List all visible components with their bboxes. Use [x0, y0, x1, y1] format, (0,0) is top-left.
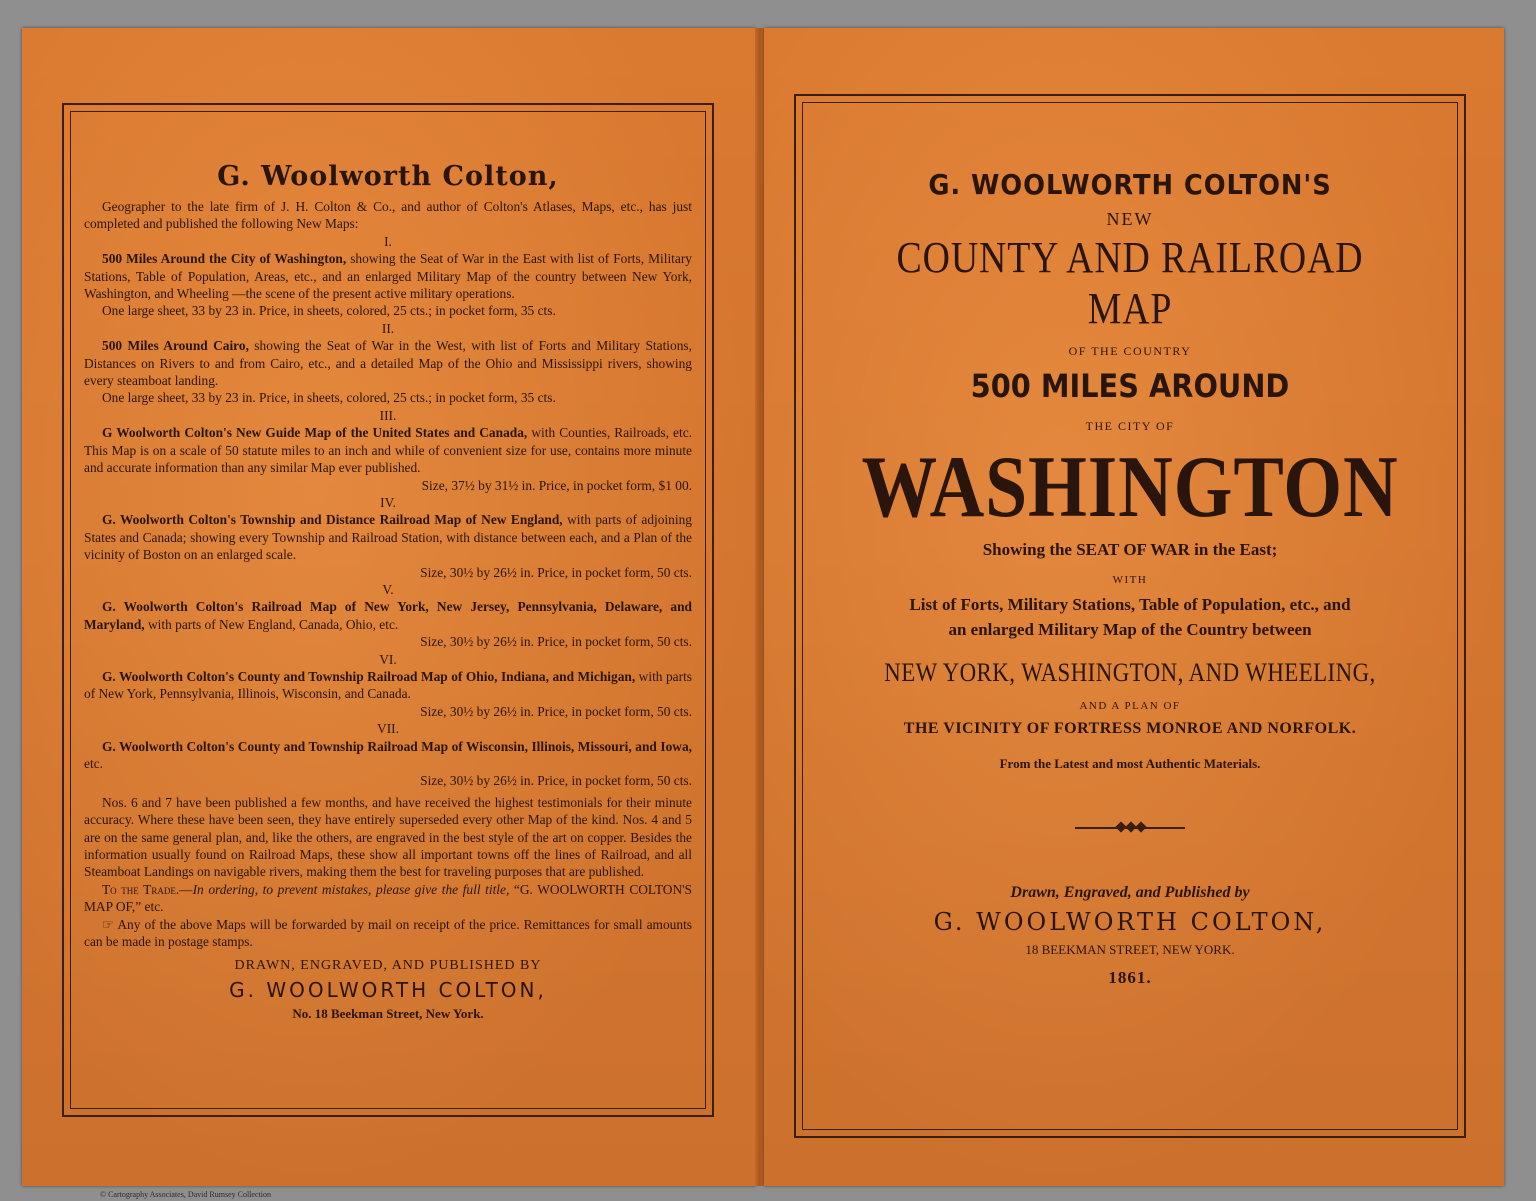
subtitle-plan-of: AND A PLAN OF	[1079, 700, 1181, 712]
map-entry-title: 500 Miles Around the City of Washington,	[102, 251, 347, 267]
map-entry-text: with parts of adjoining States and Canada; showing every Township and Railroad Station, with distance between each, and a Plan of the vicinity of Boston on an enlarged scale.	[84, 512, 692, 563]
map-entry-text: etc.	[84, 756, 103, 771]
title-author: G. WOOLWORTH COLTON'S	[928, 168, 1332, 201]
map-entry	[84, 511, 692, 563]
map-entry	[84, 668, 692, 703]
trade-note	[84, 881, 692, 916]
title-washington: WASHINGTON	[861, 439, 1399, 536]
title-new: NEW	[1106, 209, 1154, 229]
map-price: Size, 37½ by 31½ in. Price, in pocket form, $1 00.	[421, 477, 692, 493]
ornament-divider-icon	[1075, 822, 1185, 834]
map-price: One large sheet, 33 by 23 in. Price, in sheets, colored, 25 cts.; in pocket form, 35 cts.	[102, 390, 556, 406]
publisher-heading: G. Woolworth Colton,	[217, 161, 559, 192]
map-price: Size, 30½ by 26½ in. Price, in pocket form, 50 cts.	[420, 773, 692, 789]
catalog-intro: Geographer to the late firm of J. H. Colton & Co., and author of Colton's Atlases, Maps, etc., has just completed and published the following New Maps:	[84, 199, 692, 232]
front-publisher-credit: Drawn, Engraved, and Published by	[1010, 884, 1250, 901]
map-entry-title: 500 Miles Around Cairo,	[102, 338, 249, 354]
subtitle-contents	[808, 592, 1452, 642]
map-entry-text: with parts of New England, Canada, Ohio, etc.	[144, 616, 399, 632]
back-cover	[22, 28, 756, 1186]
publication-year: 1861.	[1108, 968, 1152, 987]
map-price: Size, 30½ by 26½ in. Price, in pocket form, 50 cts.	[420, 703, 692, 719]
front-cover-border	[794, 94, 1466, 1138]
map-number: V.	[382, 581, 394, 597]
subtitle-seat-of-war: Showing the SEAT OF WAR in the East;	[982, 540, 1278, 559]
front-publisher-name: G. WOOLWORTH COLTON,	[933, 908, 1327, 936]
map-entry-text: showing the Seat of War in the West, with list of Forts and Military Stations, Distances on Rivers to and from Cairo, etc., and a detailed Map of the Ohio and Mississippi rivers, showing every steamboat landing.	[84, 338, 692, 389]
trade-text: In ordering, to prevent mistakes, please give the full title,	[192, 881, 510, 897]
title-main: COUNTY AND RAILROAD MAP	[896, 233, 1364, 333]
mail-text: Any of the above Maps will be forwarded by mail on receipt of the price. Remittances for small amounts can be made in postage stamps.	[84, 916, 692, 950]
front-publisher-address: 18 BEEKMAN STREET, NEW YORK.	[1025, 942, 1235, 957]
map-number: II.	[381, 320, 395, 336]
trade-label: To the Trade.—	[102, 881, 193, 897]
map-entry-title: G. Woolworth Colton's Railroad Map of New York, New Jersey, Pennsylvania, Delaware, and Maryland,	[84, 599, 692, 632]
map-entry-title: G Woolworth Colton's New Guide Map of the United States and Canada,	[102, 425, 528, 441]
title-city-of: THE CITY OF	[1085, 419, 1175, 433]
collection-credit: © Cartography Associates, David Rumsey Collection	[100, 1190, 271, 1199]
subtitle-region: NEW YORK, WASHINGTON, AND WHEELING,	[884, 658, 1376, 687]
map-entry-title: G. Woolworth Colton's County and Township Railroad Map of Wisconsin, Illinois, Missouri, and Iowa,	[102, 738, 692, 754]
back-cover-content	[84, 105, 692, 1022]
subtitle-vicinity: THE VICINITY OF FORTRESS MONROE AND NORFOLK.	[903, 720, 1357, 737]
map-entry-text: with parts of New York, Pennsylvania, Illinois, Wisconsin, and Canada.	[84, 668, 693, 702]
map-entry	[84, 738, 692, 773]
map-number: IV.	[380, 494, 396, 510]
map-entry	[84, 250, 692, 302]
front-cover	[764, 28, 1504, 1186]
pointing-hand-icon: ☞	[102, 916, 115, 932]
subtitle-contents-line: an enlarged Military Map of the Country between	[948, 620, 1312, 639]
trade-title: “G. WOOLWORTH COLTON'S MAP OF,” etc.	[84, 881, 693, 915]
map-number: VI.	[379, 651, 397, 667]
back-publisher-address: No. 18 Beekman Street, New York.	[292, 1006, 484, 1022]
map-number: VII.	[377, 721, 399, 737]
map-price: Size, 30½ by 26½ in. Price, in pocket form, 50 cts.	[420, 634, 692, 650]
map-number: III.	[379, 407, 397, 423]
back-publisher-name: G. WOOLWORTH COLTON,	[229, 978, 547, 1003]
map-catalog	[84, 198, 692, 950]
ornament-dot	[1135, 821, 1146, 832]
subtitle-with: WITH	[1112, 574, 1148, 586]
map-price: Size, 30½ by 26½ in. Price, in pocket form, 50 cts.	[420, 564, 692, 580]
subtitle-contents-line: List of Forts, Military Stations, Table of Population, etc., and	[909, 595, 1351, 614]
map-entry-text: with Counties, Railroads, etc. This Map is on a scale of 50 statute miles to an inch and while of convenient size for use, contains more minute and accurate information than any similar Map ever published.	[84, 425, 692, 476]
map-entry-text: showing the Seat of War in the East with list of Forts, Military Stations, Table of Population, Areas, etc., and an enlarged Military Map of the country between New York, Washington, and Wheeling —the scene of the present active military operations.	[84, 251, 692, 302]
back-cover-border	[62, 103, 714, 1117]
map-entry-title: G. Woolworth Colton's County and Township Railroad Map of Ohio, Indiana, and Michigan,	[102, 668, 636, 684]
front-cover-content	[808, 96, 1452, 988]
map-number: I.	[384, 233, 392, 249]
mail-note	[84, 916, 692, 951]
map-entry	[84, 424, 692, 476]
title-of-country: OF THE COUNTRY	[1068, 344, 1192, 358]
map-entry	[84, 337, 692, 389]
map-entry-title: G. Woolworth Colton's Township and Distance Railroad Map of New England,	[102, 512, 563, 528]
catalog-note: Nos. 6 and 7 have been published a few months, and have received the highest testimonials for their minute accuracy. Where these have been seen, they have entirely superseded every other Map of the kind. Nos. 4 and 5 are on the same general plan, and, like the others, are engraved in the best style of the art on copper. Besides the information usually found on Railroad Maps, these show all important towns off the lines of Railroad, and all Steamboat Landings on navigable rivers, making them the best for traveling purposes that are published.	[84, 794, 692, 880]
title-miles: 500 MILES AROUND	[970, 367, 1290, 405]
map-entry	[84, 598, 692, 633]
map-price: One large sheet, 33 by 23 in. Price, in sheets, colored, 25 cts.; in pocket form, 35 cts.	[102, 303, 556, 319]
back-publisher-credit: DRAWN, ENGRAVED, AND PUBLISHED BY	[234, 958, 542, 974]
subtitle-sources: From the Latest and most Authentic Materials.	[999, 756, 1261, 771]
